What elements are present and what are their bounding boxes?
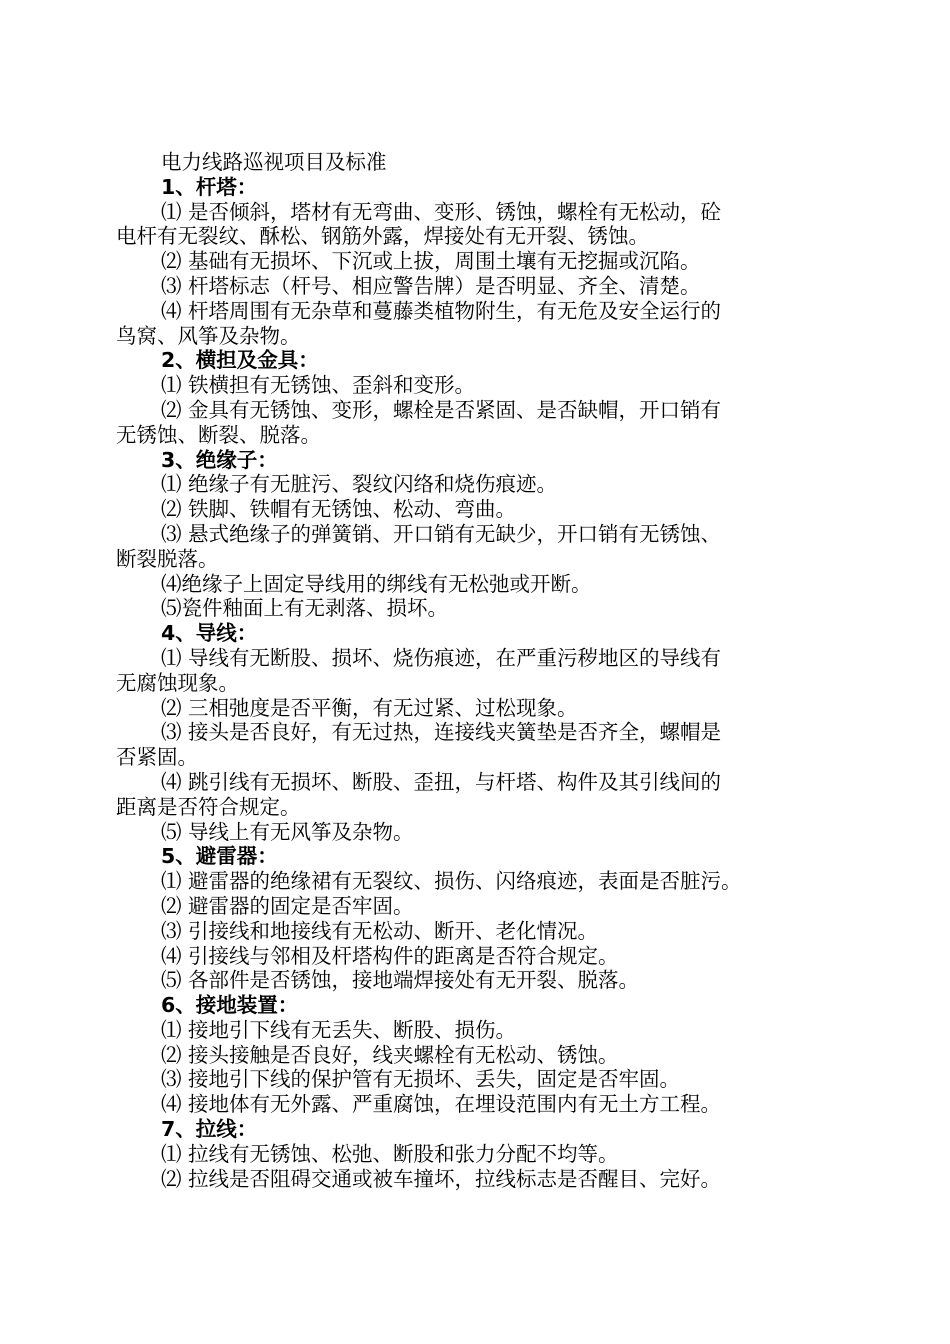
text-line: 无锈蚀、断裂、脱落。 [116, 422, 321, 447]
section-heading-crossarm-fittings: 2、横担及金具： [161, 348, 319, 373]
text-line: 无腐蚀现象。 [116, 670, 239, 695]
section-heading-surge-arrester: 5、避雷器： [161, 844, 278, 869]
section-heading-conductor: 4、导线： [161, 621, 258, 646]
document-page [116, 150, 838, 1191]
text-line: ⑵ 三相弛度是否平衡，有无过紧、过松现象。 [161, 695, 578, 720]
text-line: 电杆有无裂纹、酥松、钢筋外露，焊接处有无开裂、锈蚀。 [116, 224, 649, 249]
text-line: ⑶ 悬式绝缘子的弹簧销、开口销有无缺少，开口销有无锈蚀、 [161, 521, 722, 546]
text-line: ⑷ 杆塔周围有无杂草和蔓藤类植物附生，有无危及安全运行的 [161, 298, 722, 323]
text-line: ⑶ 引接线和地接线有无松动、断开、老化情况。 [161, 918, 599, 943]
text-line: ⑸ 导线上有无风筝及杂物。 [161, 819, 414, 844]
text-line: ⑵ 避雷器的固定是否牢固。 [161, 893, 414, 918]
text-line: ⑵ 金具有无锈蚀、变形，螺栓是否紧固、是否缺帽，开口销有 [161, 397, 722, 422]
text-line: ⑴ 接地引下线有无丢失、断股、损伤。 [161, 1017, 517, 1042]
text-line: ⑵ 基础有无损坏、下沉或上拔，周围土壤有无挖掘或沉陷。 [161, 249, 701, 274]
text-line: ⑸瓷件釉面上有无剥落、损坏。 [161, 596, 448, 621]
text-line: ⑴ 避雷器的绝缘裙有无裂纹、损伤、闪络痕迹，表面是否脏污。 [161, 869, 742, 894]
text-line: ⑴ 导线有无断股、损坏、烧伤痕迹，在严重污秽地区的导线有 [161, 645, 722, 670]
text-line: ⑶ 杆塔标志（杆号、相应警告牌）是否明显、齐全、清楚。 [161, 273, 701, 298]
text-line: ⑷绝缘子上固定导线用的绑线有无松弛或开断。 [161, 571, 592, 596]
text-line: ⑵ 接头接触是否良好，线夹螺栓有无松动、锈蚀。 [161, 1042, 619, 1067]
section-heading-guy-wire: 7、拉线： [161, 1117, 258, 1142]
section-heading-pole-tower: 1、杆塔： [161, 174, 258, 199]
text-line: ⑷ 引接线与邻相及杆塔构件的距离是否符合规定。 [161, 943, 619, 968]
text-line: ⑶ 接地引下线的保护管有无损坏、丢失，固定是否牢固。 [161, 1067, 681, 1092]
text-line: ⑷ 接地体有无外露、严重腐蚀，在埋设范围内有无土方工程。 [161, 1092, 722, 1117]
text-line: ⑸ 各部件是否锈蚀，接地端焊接处有无开裂、脱落。 [161, 968, 640, 993]
text-line: ⑴ 绝缘子有无脏污、裂纹闪络和烧伤痕迹。 [161, 472, 558, 497]
text-line: ⑴ 铁横担有无锈蚀、歪斜和变形。 [161, 373, 476, 398]
text-line: ⑵ 拉线是否阻碍交通或被车撞坏，拉线标志是否醒目、完好。 [161, 1166, 722, 1191]
section-heading-insulator: 3、绝缘子： [161, 447, 278, 472]
text-line: 断裂脱落。 [116, 546, 219, 571]
text-line: ⑶ 接头是否良好，有无过热，连接线夹簧垫是否齐全，螺帽是 [161, 720, 722, 745]
document-title: 电力线路巡视项目及标准 [161, 150, 387, 174]
text-line: ⑵ 铁脚、铁帽有无锈蚀、松动、弯曲。 [161, 497, 517, 522]
text-line: 鸟窝、风筝及杂物。 [116, 323, 301, 348]
text-line: ⑴ 拉线有无锈蚀、松弛、断股和张力分配不均等。 [161, 1141, 619, 1166]
text-line: ⑷ 跳引线有无损坏、断股、歪扭，与杆塔、构件及其引线间的 [161, 769, 722, 794]
text-line: 距离是否符合规定。 [116, 794, 301, 819]
section-heading-grounding: 6、接地装置： [161, 993, 299, 1018]
text-line: ⑴ 是否倾斜，塔材有无弯曲、变形、锈蚀，螺栓有无松动，砼 [161, 199, 722, 224]
text-line: 否紧固。 [116, 745, 198, 770]
